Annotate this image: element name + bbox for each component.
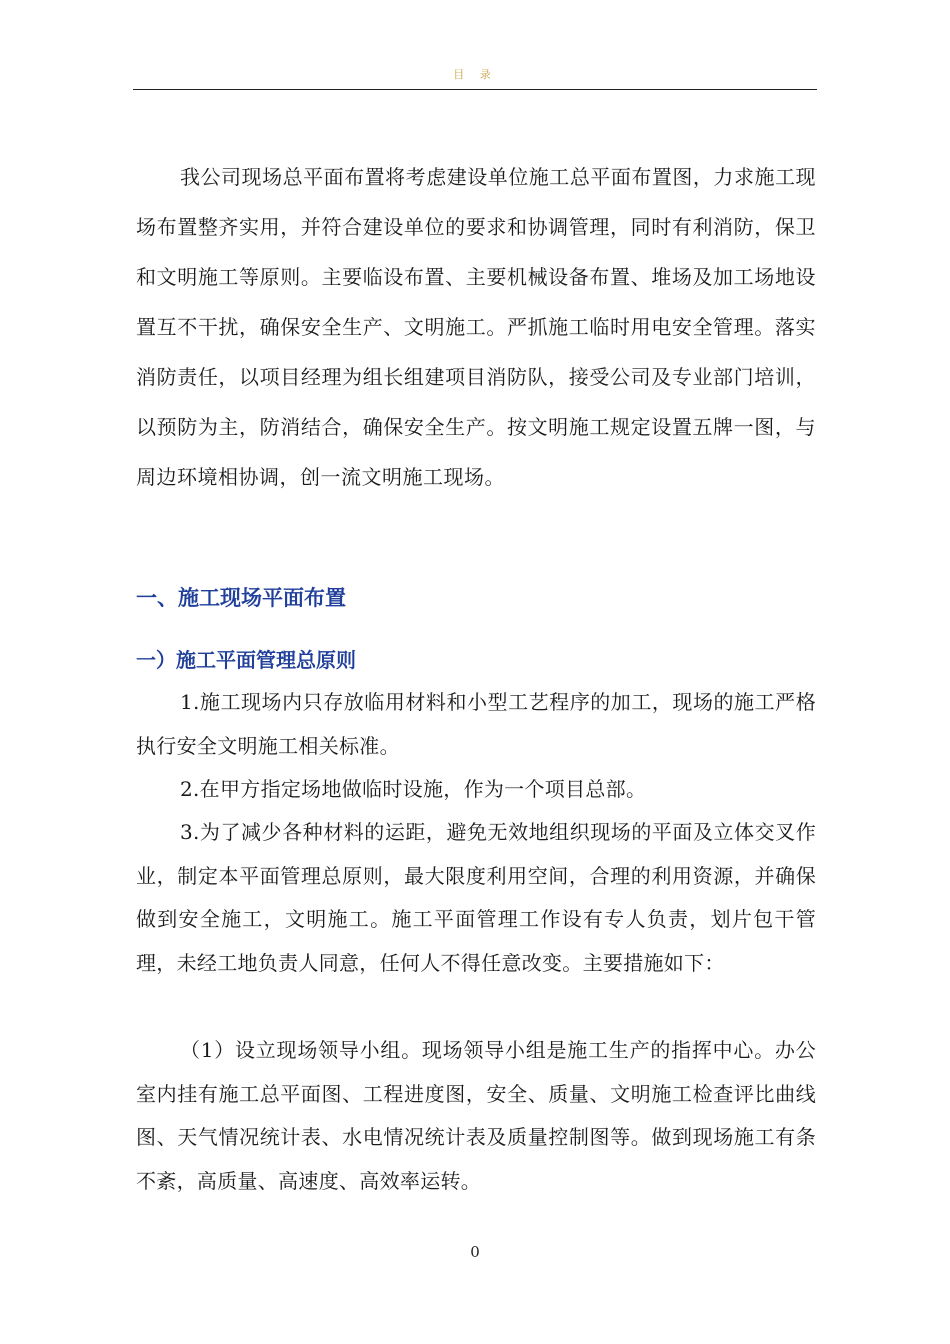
body-paragraph-2: 2.在甲方指定场地做临时设施，作为一个项目总部。 (180, 777, 647, 801)
header-divider (133, 89, 817, 90)
page-header-title: 目 录 (453, 68, 497, 81)
section-heading: 一、施工现场平面布置 (136, 585, 346, 610)
body-paragraph-3: 3.为了减少各种材料的运距，避免无效地组织现场的平面及立体交叉作业，制定本平面管理总原则，最大限度利用空间，合理的利用资源，并确保做到安全施工，文明施工。施工平面管理工作设有专人负责，划片包干管理，未经工地负责人同意，任何人不得任意改变。主要措施如下： (136, 820, 816, 975)
page-number: 0 (470, 1243, 480, 1261)
section-subheading: 一）施工平面管理总原则 (136, 648, 356, 672)
body-paragraph-1: 1.施工现场内只存放临用材料和小型工艺程序的加工，现场的施工严格执行安全文明施工相关标准。 (136, 690, 816, 758)
intro-paragraph: 我公司现场总平面布置将考虑建设单位施工总平面布置图，力求施工现场布置整齐实用，并符合建设单位的要求和协调管理，同时有利消防，保卫和文明施工等原则。主要临设布置、主要机械设备布置、堆场及加工场地设置互不干扰，确保安全生产、文明施工。严抓施工临时用电安全管理。落实消防责任，以项目经理为组长组建项目消防队，接受公司及专业部门培训，以预防为主，防消结合，确保安全生产。按文明施工规定设置五牌一图，与周边环境相协调，创一流文明施工现场。 (136, 165, 816, 489)
body-paragraph-4: （1）设立现场领导小组。现场领导小组是施工生产的指挥中心。办公室内挂有施工总平面图、工程进度图，安全、质量、文明施工检查评比曲线图、天气情况统计表、水电情况统计表及质量控制图等。做到现场施工有条不紊，高质量、高速度、高效率运转。 (136, 1038, 816, 1193)
